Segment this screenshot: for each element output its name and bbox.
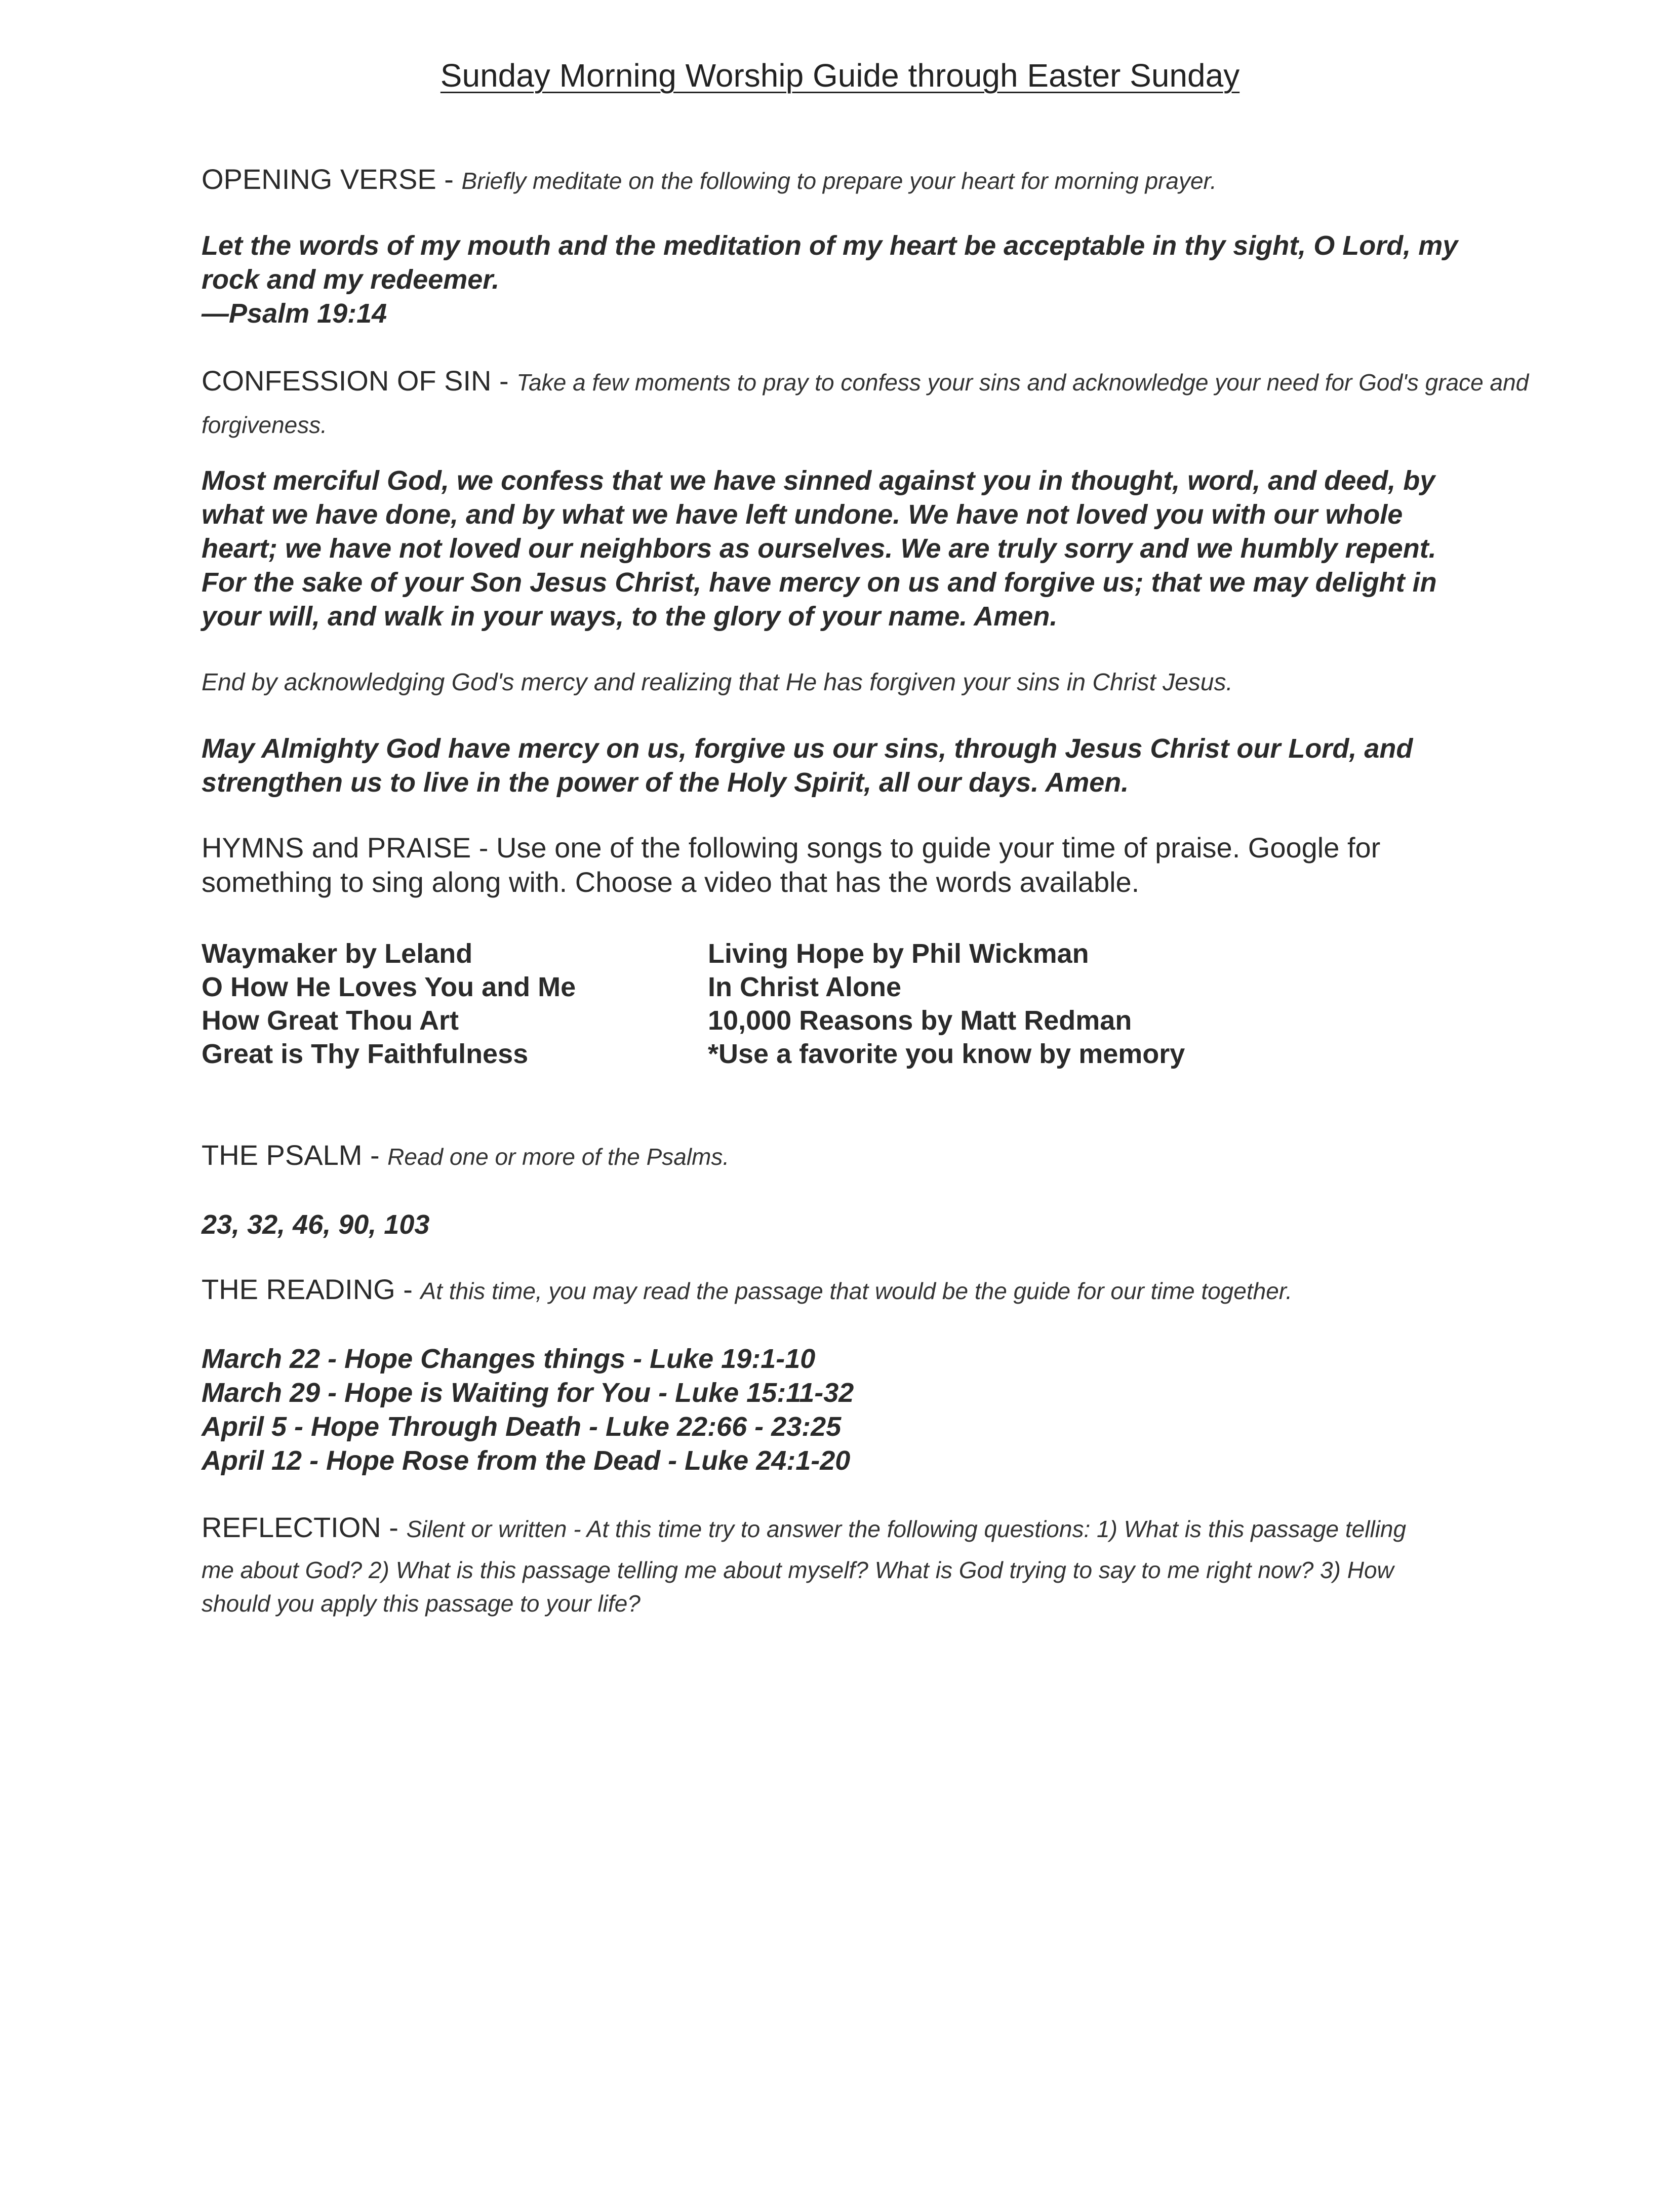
opening-verse-text <box>202 229 1594 331</box>
reading-item: March 29 - Hope is Waiting for You - Luke 15:11-32 <box>202 1378 854 1408</box>
reading-item: April 5 - Hope Through Death - Luke 22:66 - 23:25 <box>202 1411 842 1442</box>
reflection-separator: - <box>381 1511 407 1543</box>
reflection-section <box>202 1509 1619 1620</box>
absolution-line: strengthen us to live in the power of the Holy Spirit, all our days. Amen. <box>202 767 1129 798</box>
hymn-item: O How He Loves You and Me <box>202 972 576 1002</box>
reading-schedule <box>202 1342 1417 1478</box>
hymns-intro-line: HYMNS and PRAISE - Use one of the following songs to guide your time of praise. Google for <box>202 832 1381 864</box>
reading-item: March 22 - Hope Changes things - Luke 19:1-10 <box>202 1344 816 1374</box>
hymn-item: How Great Thou Art <box>202 1005 459 1036</box>
opening-verse-section <box>202 161 1569 205</box>
hymn-item: In Christ Alone <box>708 972 902 1002</box>
reading-separator: - <box>395 1273 421 1305</box>
prayer-line: heart; we have not loved our neighbors as ourselves. We are truly sorry and we humbly repent. <box>202 533 1436 564</box>
reflection-heading: REFLECTION <box>202 1511 381 1543</box>
prayer-line: what we have done, and by what we have left undone. We have not loved you with our whole <box>202 499 1403 530</box>
reading-heading: THE READING <box>202 1273 395 1305</box>
verse-line: rock and my redeemer. <box>202 264 500 295</box>
confession-separator: - <box>491 365 517 397</box>
confession-prayer <box>202 464 1594 634</box>
reflection-description: Silent or written - At this time try to answer the following questions: 1) What is this passage telling <box>406 1516 1407 1542</box>
prayer-line: Most merciful God, we confess that we have sinned against you in thought, word, and deed, by <box>202 465 1435 496</box>
hymn-item: 10,000 Reasons by Matt Redman <box>708 1005 1132 1036</box>
verse-line: Let the words of my mouth and the meditation of my heart be acceptable in thy sight, O Lord, my <box>202 230 1458 261</box>
absolution-line: May Almighty God have mercy on us, forgive us our sins, through Jesus Christ our Lord, and <box>202 733 1413 764</box>
reading-section-header <box>202 1271 1569 1315</box>
reading-item: April 12 - Hope Rose from the Dead - Luke 24:1-20 <box>202 1445 851 1476</box>
psalm-heading: THE PSALM <box>202 1139 363 1171</box>
confession-description: Take a few moments to pray to confess your sins and acknowledge your need for God's grace and forgiveness. <box>202 369 1529 438</box>
hymn-list <box>202 937 1467 1071</box>
prayer-line: For the sake of your Son Jesus Christ, have mercy on us and forgive us; that we may delight in <box>202 567 1437 598</box>
hymn-item: Living Hope by Phil Wickman <box>708 938 1089 969</box>
confession-heading: CONFESSION OF SIN <box>202 365 492 397</box>
opening-verse-separator: - <box>436 163 462 195</box>
reading-description: At this time, you may read the passage that would be the guide for our time together. <box>420 1278 1293 1304</box>
hymns-intro <box>202 831 1619 899</box>
absolution-prayer <box>202 732 1594 800</box>
prayer-line: your will, and walk in your ways, to the glory of your name. Amen. <box>202 601 1058 632</box>
confession-section-header <box>202 363 1543 449</box>
psalm-separator: - <box>362 1139 388 1171</box>
hymn-item: Great is Thy Faithfulness <box>202 1039 529 1069</box>
reflection-description-line: should you apply this passage to your life? <box>202 1590 641 1617</box>
opening-verse-heading: OPENING VERSE <box>202 163 436 195</box>
confession-instruction: End by acknowledging God's mercy and realizing that He has forgiven your sins in Christ Jesus. <box>202 669 1233 696</box>
opening-verse-description: Briefly meditate on the following to prepare your heart for morning prayer. <box>461 168 1217 194</box>
hymn-item: *Use a favorite you know by memory <box>708 1039 1185 1069</box>
document-title: Sunday Morning Worship Guide through Easter Sunday <box>440 57 1240 94</box>
reflection-description-line: me about God? 2) What is this passage telling me about myself? What is God trying to say to me right now? 3) How <box>202 1557 1394 1583</box>
psalm-description: Read one or more of the Psalms. <box>387 1144 730 1170</box>
hymns-intro-line: something to sing along with. Choose a video that has the words available. <box>202 866 1140 898</box>
psalm-numbers: 23, 32, 46, 90, 103 <box>202 1209 430 1240</box>
verse-reference: —Psalm 19:14 <box>202 298 387 329</box>
psalm-section-header <box>202 1137 1543 1181</box>
hymn-item: Waymaker by Leland <box>202 938 473 969</box>
